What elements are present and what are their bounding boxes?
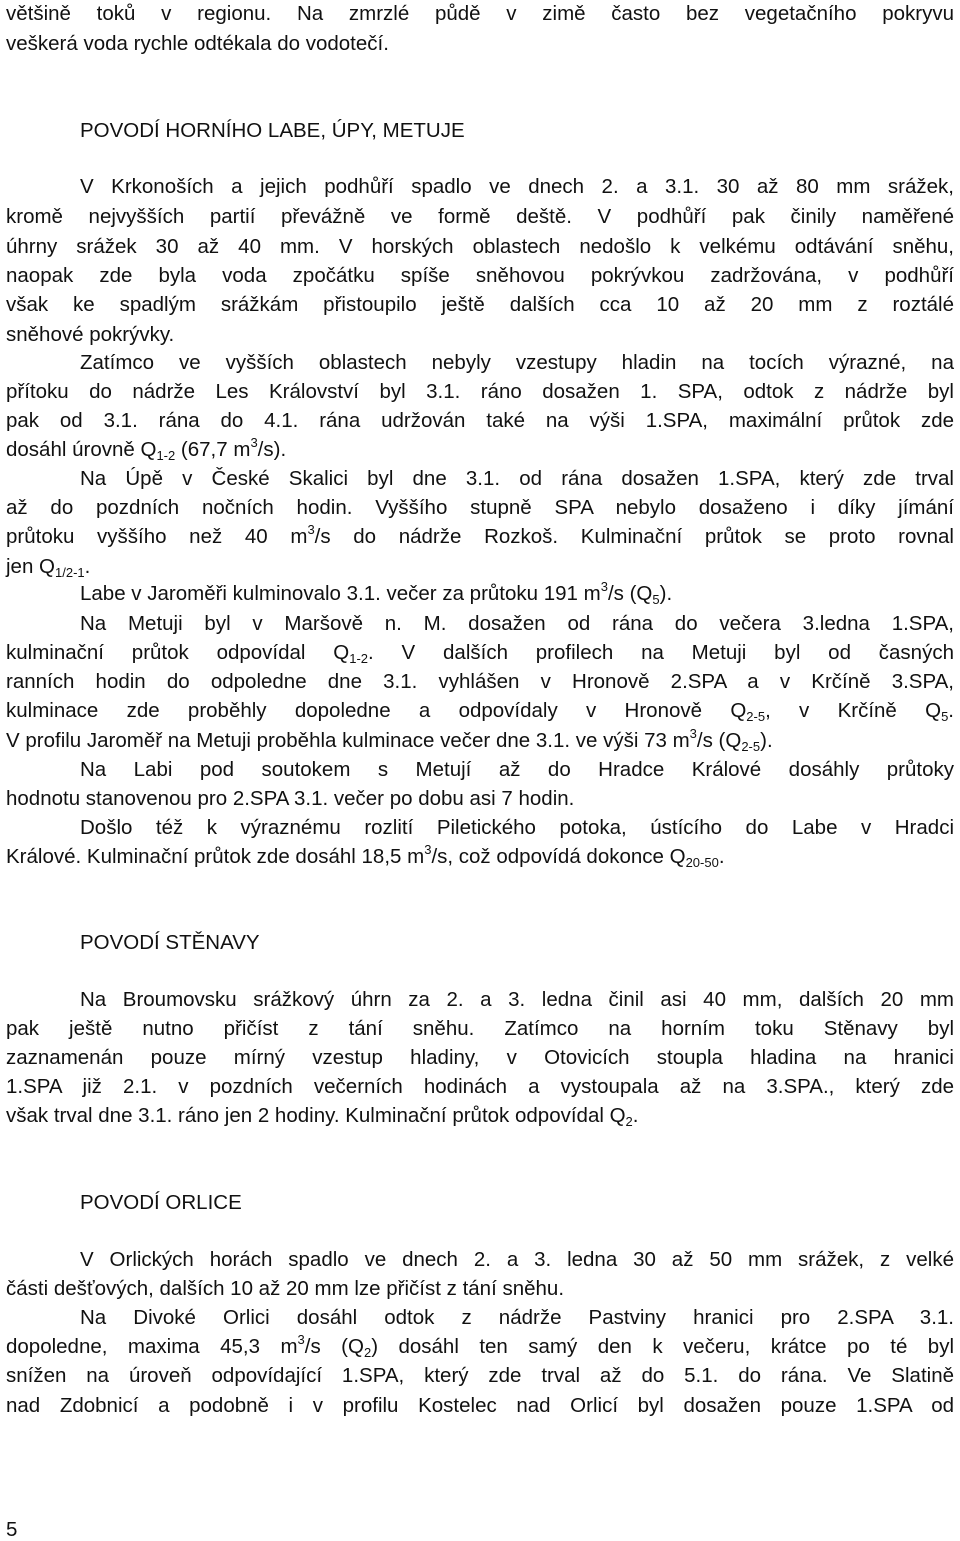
text-line: kromě nejvyšších partií převážně ve formě deště. V podhůří pak činily naměřené xyxy=(6,205,954,228)
text-line: Na Broumovsku srážkový úhrn za 2. a 3. ledna činil asi 40 mm, dalších 20 mm xyxy=(80,988,954,1011)
text-line: pak ještě nutno přičíst z tání sněhu. Zatímco na horním toku Stěnavy byl xyxy=(6,1017,954,1040)
text-line: V Krkonoších a jejich podhůří spadlo ve dnech 2. a 3.1. 30 až 80 mm srážek, xyxy=(80,175,954,198)
section-heading-horni-labe: POVODÍ HORNÍHO LABE, ÚPY, METUJE xyxy=(80,119,465,142)
text-line: Na Metuji byl v Maršově n. M. dosažen od rána do večera 3.ledna 1.SPA, xyxy=(80,612,954,635)
text-line: naopak zde byla voda zpočátku spíše sněhovou pokrývkou zadržována, v podhůří xyxy=(6,264,954,287)
text-line: Zatímco ve vyšších oblastech nebyly vzestupy hladin na tocích výrazné, na xyxy=(80,351,954,374)
text-line: jen $Q_{1/2-1}$. xyxy=(6,555,91,580)
text-line: veškerá voda rychle odtékala do vodotečí. xyxy=(6,32,389,55)
text-line: Došlo též k výraznému rozlití Piletického potoka, ústícího do Labe v Hradci xyxy=(80,816,954,839)
text-line: nad Zdobnicí a podobně i v profilu Kostelec nad Orlicí byl dosažen pouze 1.SPA od xyxy=(6,1394,954,1417)
text-line: přítoku do nádrže Les Království byl 3.1. ráno dosažen 1. SPA, odtok z nádrže byl xyxy=(6,380,954,403)
section-heading-stenava: POVODÍ STĚNAVY xyxy=(80,931,260,954)
text-line: hodnotu stanovenou pro 2.SPA 3.1. večer po dobu asi 7 hodin. xyxy=(6,787,575,810)
text-line: kulminace zde proběhly dopoledne a odpovídaly v Hronově $Q_{2-5}$, v Krčíně $Q_5$. xyxy=(6,699,954,724)
text-line: většině toků v regionu. Na zmrzlé půdě v zimě často bez vegetačního pokryvu xyxy=(6,2,954,25)
text-line: však trval dne 3.1. ráno jen 2 hodiny. Kulminační průtok odpovídal $Q_2$. xyxy=(6,1104,639,1129)
text-line: až do pozdních nočních hodin. Vyššího stupně SPA nebylo dosaženo i díky jímání xyxy=(6,496,954,519)
section-heading-orlice: POVODÍ ORLICE xyxy=(80,1191,242,1214)
text-line: Labe v Jaroměři kulminovalo 3.1. večer za průtoku 191 $m^3/s$ $(Q_5)$. xyxy=(80,579,673,607)
text-line: ranních hodin do odpoledne dne 3.1. vyhlášen v Hronově 2.SPA a v Krčíně 3.SPA, xyxy=(6,670,954,693)
text-line: 1.SPA již 2.1. v pozdních večerních hodinách a vystoupala až na 3.SPA., který zde xyxy=(6,1075,954,1098)
text-line: však ke spadlým srážkám přistoupilo ještě dalších cca 10 až 20 mm z roztálé xyxy=(6,293,954,316)
text-line: dopoledne, maxima 45,3 $m^3/s$ $(Q_2)$ dosáhl ten samý den k večeru, krátce po té byl xyxy=(6,1332,954,1360)
text-line: sněhové pokrývky. xyxy=(6,323,175,346)
text-line: pak od 3.1. rána do 4.1. rána udržován také na výši 1.SPA, maximální průtok zde xyxy=(6,409,954,432)
text-line: Na Divoké Orlici dosáhl odtok z nádrže Pastviny hranici pro 2.SPA 3.1. xyxy=(80,1306,954,1329)
text-line: V Orlických horách spadlo ve dnech 2. a 3. ledna 30 až 50 mm srážek, z velké xyxy=(80,1248,954,1271)
text-line: zaznamenán pouze mírný vzestup hladiny, v Otovicích stoupla hladina na hranici xyxy=(6,1046,954,1069)
text-line: V profilu Jaroměř na Metuji proběhla kulminace večer dne 3.1. ve výši 73 $m^3/s$ $(Q_{2-5})$. xyxy=(6,726,773,754)
text-line: průtoku vyššího než 40 $m^3/s$ do nádrže Rozkoš. Kulminační průtok se proto rovnal xyxy=(6,522,954,548)
text-line: úhrny srážek 30 až 40 mm. V horských oblastech nedošlo k velkému odtávání sněhu, xyxy=(6,235,954,258)
text-line: dosáhl úrovně $Q_{1-2}$ (67,7 $m^3/s$). xyxy=(6,435,287,463)
text-line: kulminační průtok odpovídal $Q_{1-2}$. V dalších profilech na Metuji byl od časných xyxy=(6,641,954,666)
text-line: snížen na úroveň odpovídající 1.SPA, který zde trval až do 5.1. do rána. Ve Slatině xyxy=(6,1364,954,1387)
page-number: 5 xyxy=(6,1518,18,1541)
text-line: Králové. Kulminační průtok zde dosáhl 18,5 $m^3/s$, což odpovídá dokonce $Q_{20-50}$. xyxy=(6,842,725,870)
text-line: Na Úpě v České Skalici byl dne 3.1. od rána dosažen 1.SPA, který zde trval xyxy=(80,467,954,490)
text-line: Na Labi pod soutokem s Metují až do Hradce Králové dosáhly průtoky xyxy=(80,758,954,781)
text-line: části dešťových, dalších 10 až 20 mm lze přičíst z tání sněhu. xyxy=(6,1277,565,1300)
